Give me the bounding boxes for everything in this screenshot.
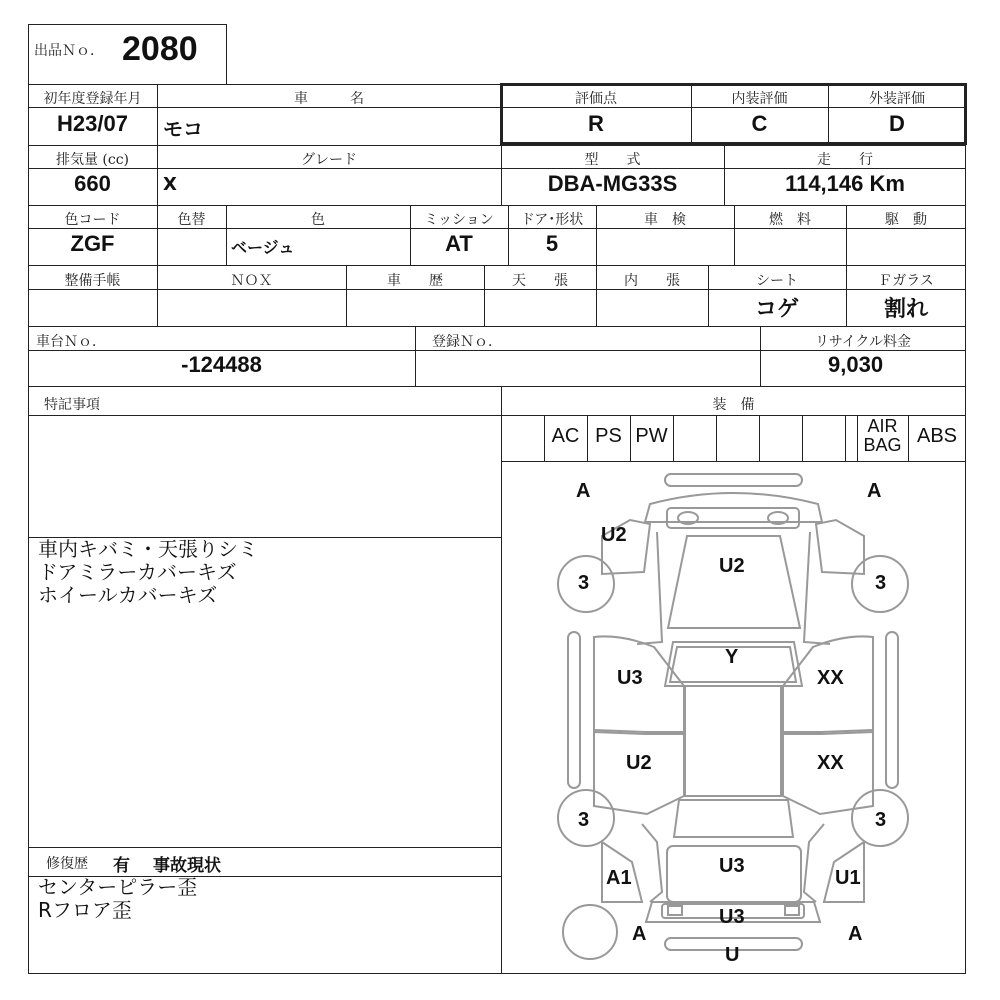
reg-date-label: 初年度登録年月 bbox=[43, 91, 142, 107]
door-value: 5 bbox=[545, 231, 559, 256]
color-code-label: 色コード bbox=[64, 212, 121, 228]
fuel-label: 燃 料 bbox=[769, 212, 811, 228]
displacement-value: 660 bbox=[74, 171, 111, 196]
mileage-label: 走 行 bbox=[817, 152, 873, 168]
repair-line-1: センターピラー歪 bbox=[38, 875, 198, 899]
mark-bumper: U3 bbox=[719, 906, 745, 928]
color-label: 色 bbox=[311, 212, 325, 228]
color-value: ベージュ bbox=[231, 238, 295, 257]
inspection-label: 車 検 bbox=[644, 212, 686, 228]
inner-label: 内 張 bbox=[624, 273, 680, 289]
manual-label: 整備手帳 bbox=[64, 273, 121, 289]
mark-tire-rl: 3 bbox=[578, 809, 590, 831]
mission-label: ミッション bbox=[424, 212, 494, 228]
model-label: 型 式 bbox=[584, 152, 641, 168]
color-code-value: ZGF bbox=[70, 231, 115, 256]
mileage-value: 114,146 Km bbox=[785, 171, 905, 196]
exterior-label: 外装評価 bbox=[869, 91, 925, 107]
mark-door-rl: U2 bbox=[626, 752, 652, 774]
grade-value: X bbox=[163, 174, 177, 195]
car-name-label: 車 名 bbox=[294, 91, 364, 107]
repaint-label: 色替 bbox=[177, 212, 206, 228]
interior-label: 内装評価 bbox=[731, 91, 788, 107]
mark-bumper-left: A bbox=[632, 923, 647, 945]
mark-bottom: U bbox=[725, 944, 740, 966]
mark-hood-left: U2 bbox=[601, 524, 627, 546]
equipment-airbag: AIR BAG bbox=[863, 416, 902, 455]
lot-number: 2080 bbox=[122, 30, 198, 68]
mark-door-rr: XX bbox=[817, 752, 844, 774]
mark-front-left: A bbox=[576, 480, 591, 502]
model-value: DBA-MG33S bbox=[547, 171, 678, 196]
mark-tire-fr: 3 bbox=[875, 572, 887, 594]
car-name-value: モコ bbox=[163, 117, 203, 141]
roof-label: 天 張 bbox=[512, 273, 568, 289]
mark-windshield: Y bbox=[725, 646, 739, 668]
car-diagram bbox=[502, 462, 965, 973]
reg-date-value: H23/07 bbox=[57, 111, 128, 136]
fglass-label: Ｆガラス bbox=[878, 273, 934, 289]
seat-value: コゲ bbox=[754, 296, 799, 321]
seat-label: シート bbox=[756, 273, 798, 289]
score-label: 評価点 bbox=[575, 91, 617, 107]
repair-line-2: Rフロア歪 bbox=[38, 898, 132, 922]
repair-label: 修復歴 bbox=[46, 856, 88, 872]
nox-label: ＮＯＸ bbox=[230, 273, 273, 289]
displacement-label: 排気量 (cc) bbox=[55, 152, 130, 168]
mark-door-fr: XX bbox=[817, 667, 844, 689]
mark-tire-fl: 3 bbox=[578, 572, 590, 594]
mission-value: AT bbox=[445, 231, 473, 256]
chassis-value: -124488 bbox=[181, 352, 262, 377]
remarks-line-2: ドアミラーカバーキズ bbox=[38, 560, 237, 584]
remarks-line-1: 車内キバミ・天張りシミ bbox=[38, 537, 258, 561]
interior-value: C bbox=[751, 111, 768, 136]
remarks-line-3: ホイールカバーキズ bbox=[38, 583, 218, 607]
equipment-ps: PS bbox=[595, 425, 622, 447]
mark-hatch: U3 bbox=[719, 855, 745, 877]
mark-bumper-right: A bbox=[848, 923, 863, 945]
repair-has: 有 bbox=[113, 856, 130, 876]
mark-door-fl: U3 bbox=[617, 667, 643, 689]
grade-label: グレード bbox=[301, 152, 357, 168]
mark-rear-left: A1 bbox=[606, 867, 632, 889]
exterior-value: D bbox=[889, 111, 905, 136]
mark-hood: U2 bbox=[719, 555, 745, 577]
lot-label: 出品Ｎｏ． bbox=[34, 43, 104, 59]
drive-label: 駆 動 bbox=[885, 212, 927, 228]
regno-label: 登録Ｎｏ． bbox=[432, 334, 502, 350]
score-value: R bbox=[588, 111, 604, 136]
equipment-label: 装 備 bbox=[712, 397, 755, 413]
mark-tire-rr: 3 bbox=[875, 809, 887, 831]
equipment-pw: PW bbox=[635, 425, 668, 447]
mark-rear-right: U1 bbox=[835, 867, 861, 889]
history-label: 車 歴 bbox=[387, 273, 443, 289]
recycle-label: リサイクル料金 bbox=[814, 334, 912, 350]
equipment-abs: ABS bbox=[916, 425, 958, 447]
repair-accident: 事故現状 bbox=[153, 856, 221, 876]
equipment-ac: AC bbox=[551, 425, 580, 447]
door-label: ドア･形状 bbox=[520, 212, 584, 228]
chassis-label: 車台Ｎｏ． bbox=[36, 334, 106, 350]
fglass-value: 割れ bbox=[883, 296, 928, 321]
mark-front-right: A bbox=[867, 480, 882, 502]
recycle-value: 9,030 bbox=[828, 352, 884, 377]
remarks-label: 特記事項 bbox=[44, 397, 100, 413]
